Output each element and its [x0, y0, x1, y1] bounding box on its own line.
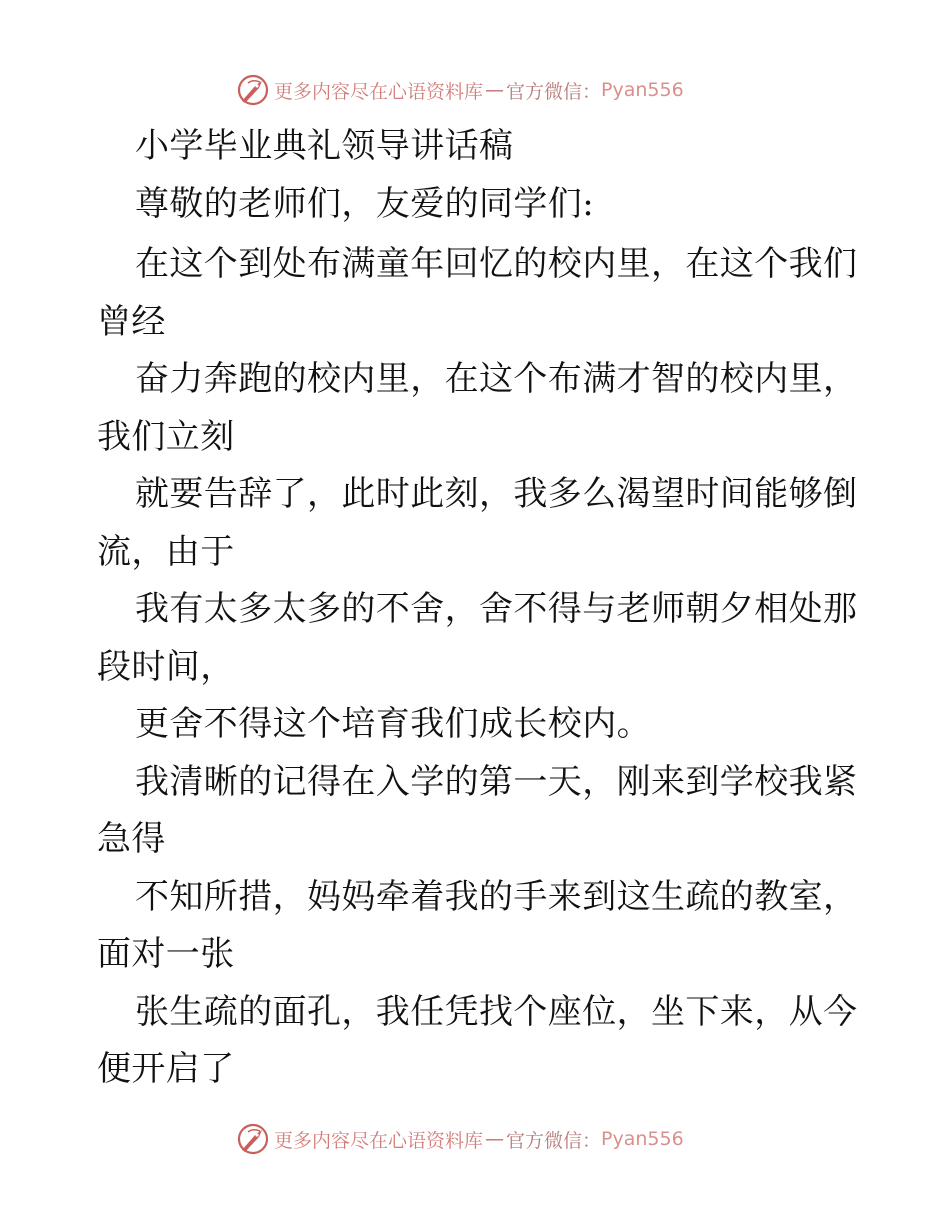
paragraph-line: 就要告辞了，此时此刻，我多么渴望时间能够倒	[135, 474, 858, 514]
paragraph-line: 我清晰的记得在入学的第一天，刚来到学校我紧	[135, 761, 858, 802]
watermark-wechat-label: 官方微信：	[506, 1129, 602, 1152]
paragraph-line: 在这个到处布满童年回忆的校内里，在这个我们	[135, 244, 858, 284]
watermark-brand-text: 更多内容尽在心语资料库	[274, 80, 484, 103]
watermark-dash: —	[485, 79, 505, 101]
paragraph-line: 张生疏的面孔，我任凭找个座位，坐下来，从今	[135, 991, 858, 1032]
paragraph-line: 便开启了	[97, 1049, 235, 1089]
paragraph-line: 曾经	[97, 301, 166, 342]
watermark-dash: —	[485, 1128, 505, 1150]
watermark-wechat-id: Pyan556	[601, 1128, 684, 1150]
paragraph-line: 急得	[97, 819, 166, 859]
pen-nib-logo-icon	[236, 73, 270, 107]
paragraph-line: 段时间，	[97, 646, 235, 687]
pen-nib-logo-icon	[236, 1122, 270, 1156]
document-title: 小学毕业典礼领导讲话稿	[135, 126, 514, 166]
paragraph-line: 流，由于	[97, 531, 235, 572]
watermark-brand-text: 更多内容尽在心语资料库	[274, 1129, 484, 1152]
watermark-wechat-label: 官方微信：	[506, 80, 602, 103]
watermark-wechat-id: Pyan556	[601, 79, 684, 101]
paragraph-line: 奋力奔跑的校内里，在这个布满才智的校内里，	[135, 359, 858, 399]
paragraph-line: 面对一张	[97, 934, 235, 974]
header-watermark	[236, 73, 684, 107]
document-salutation: 尊敬的老师们，友爱的同学们:	[135, 184, 595, 224]
paragraph-line: 不知所措，妈妈牵着我的手来到这生疏的教室，	[135, 876, 858, 917]
paragraph-line: 更舍不得这个培育我们成长校内。	[135, 704, 651, 744]
paragraph-line: 我有太多太多的不舍，舍不得与老师朝夕相处那	[135, 589, 858, 629]
paragraph-line: 我们立刻	[97, 416, 235, 457]
footer-watermark	[236, 1122, 684, 1156]
